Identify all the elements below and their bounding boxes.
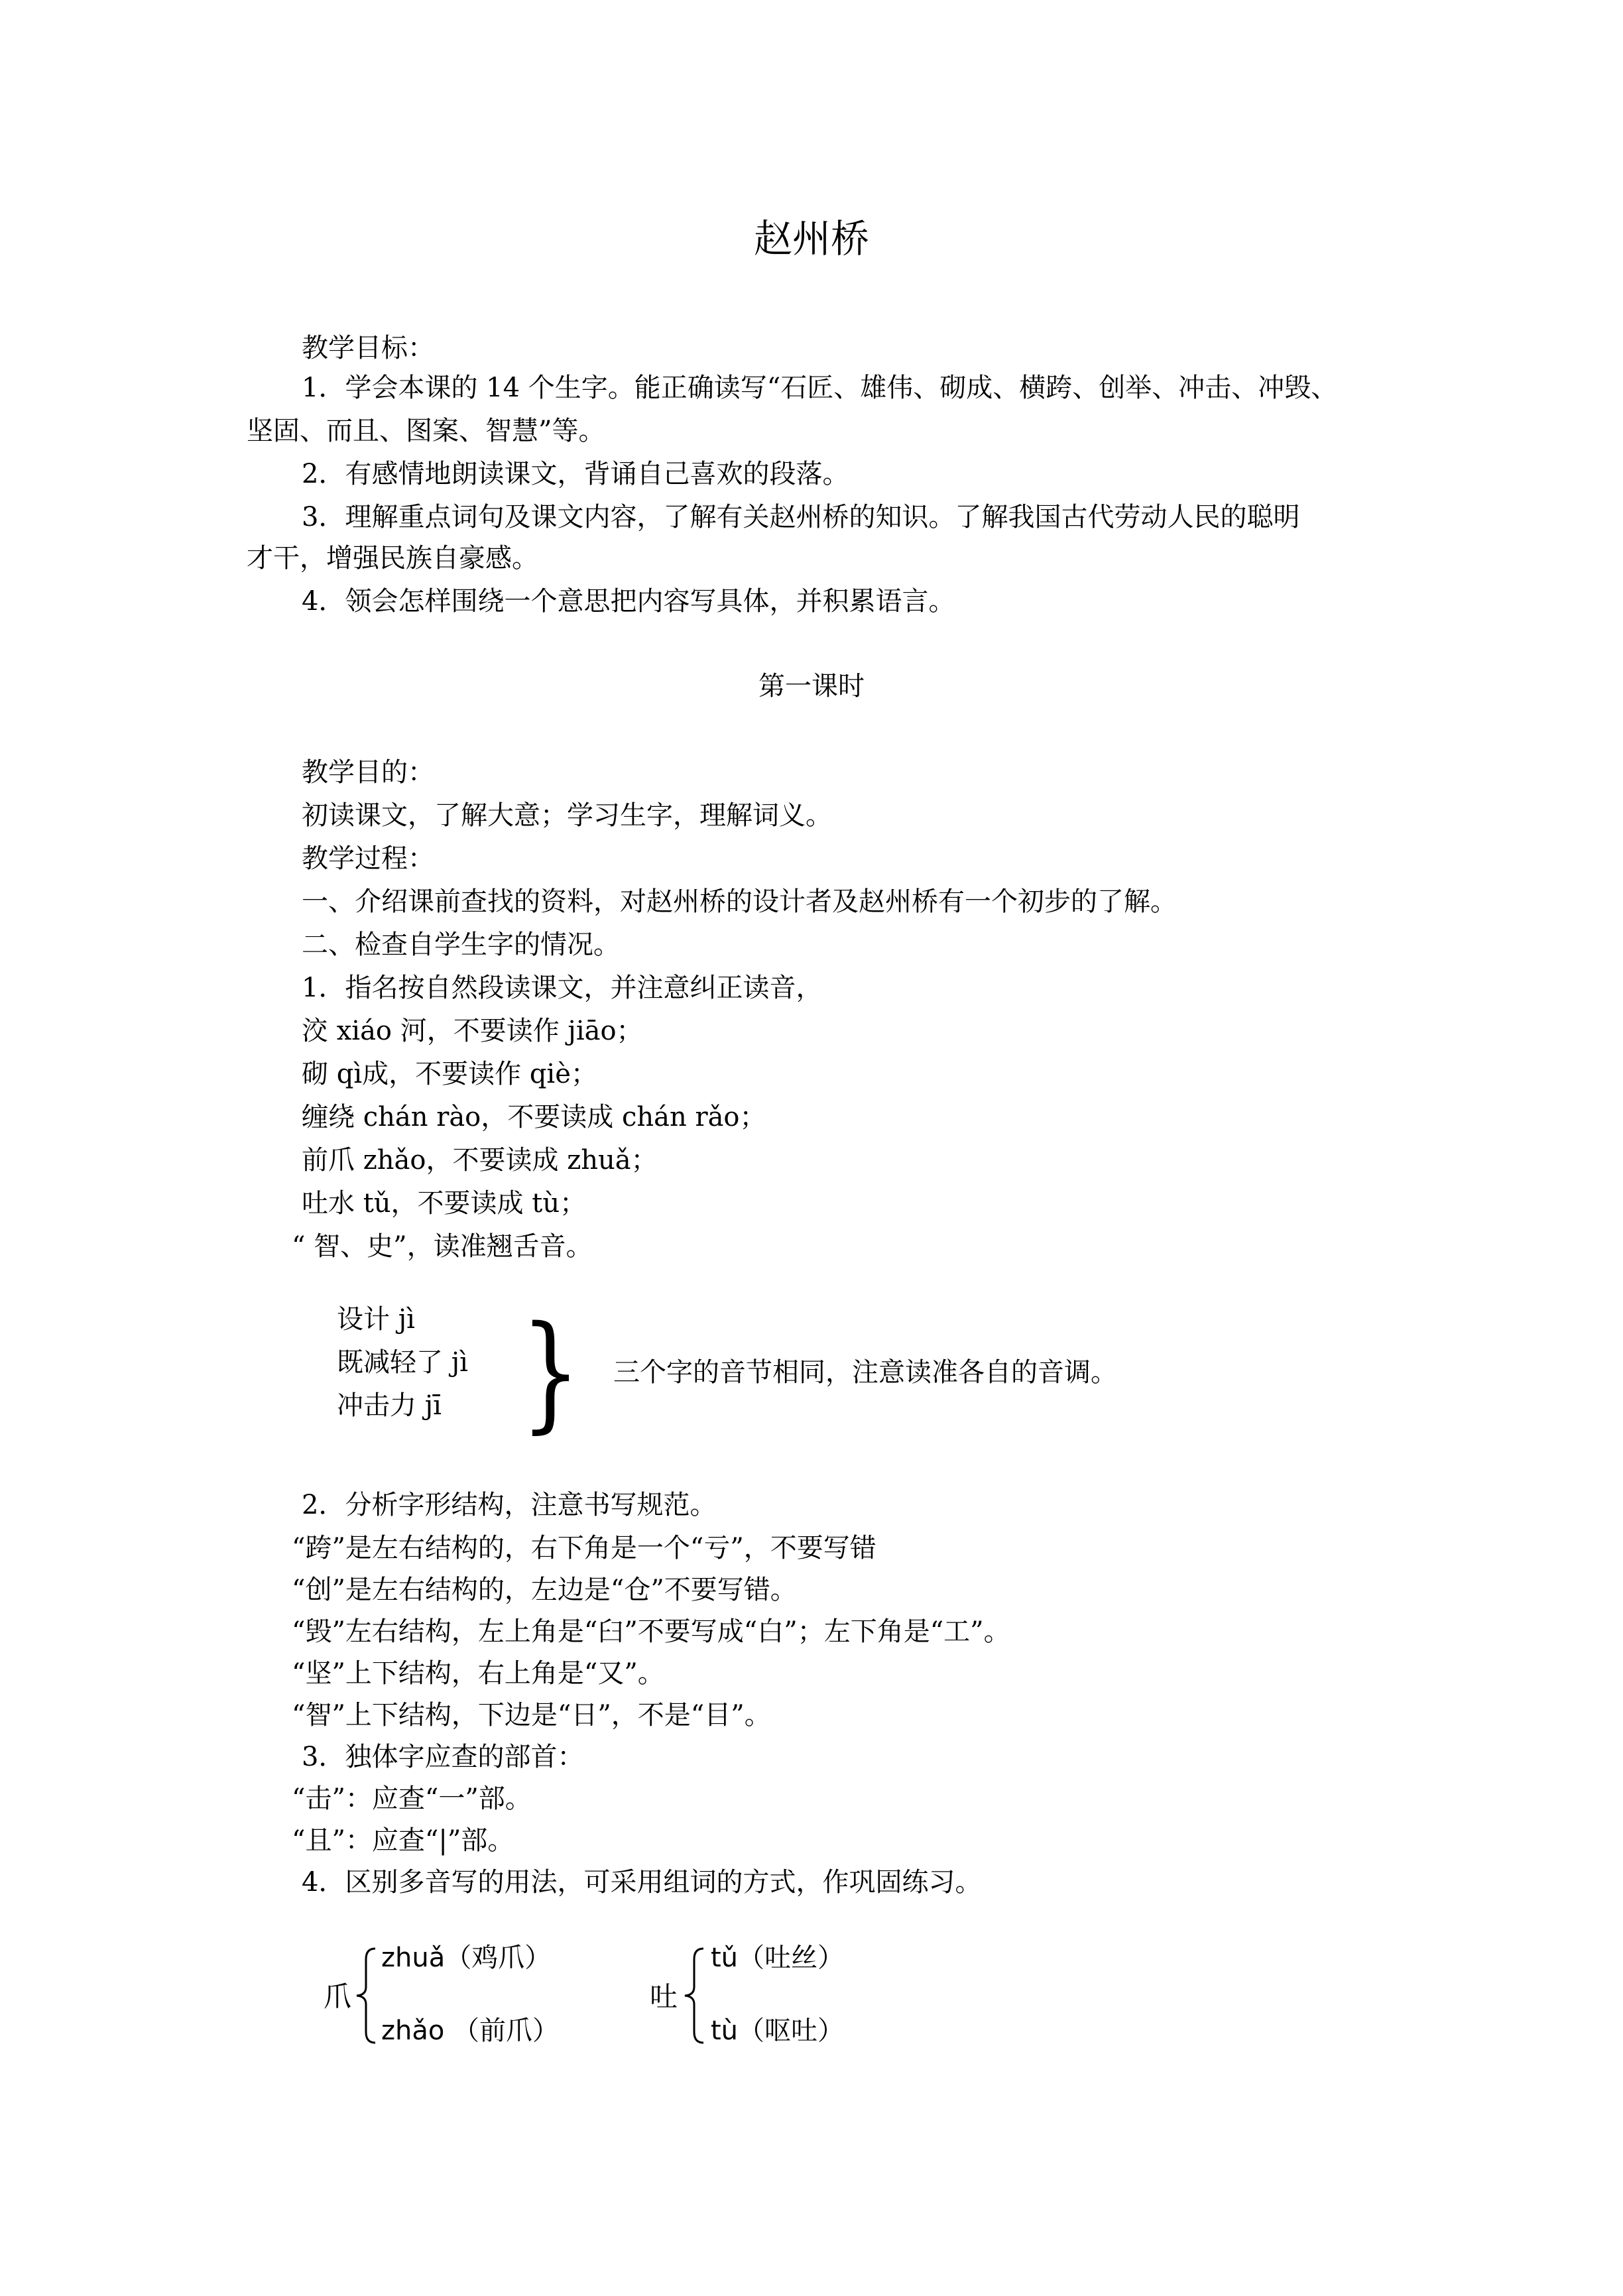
- ji-group-item: 设计 jì: [337, 1304, 415, 1335]
- process-heading: 教学过程：: [302, 843, 434, 874]
- polyphone-reading: tǔ（吐丝）: [711, 1943, 845, 1973]
- radical-note: “且”：应查“|”部。: [292, 1825, 514, 1856]
- shape-note: “创”是左右结构的，左边是“仓”不要写错。: [292, 1575, 797, 1605]
- polyphone-reading: tù（呕吐）: [711, 2016, 845, 2046]
- left-brace-icon: [680, 1946, 706, 2045]
- sub-item-1: 1．指名按自然段读课文，并注意纠正读音，: [302, 973, 823, 1003]
- lesson-subtitle: 第一课时: [758, 671, 865, 701]
- process-step-2: 二、检查自学生字的情况。: [302, 930, 620, 960]
- goal-item-3-line-2: 才干，增强民族自豪感。: [247, 543, 538, 574]
- shape-note: “智”上下结构，下边是“日”，不是“目”。: [292, 1700, 771, 1730]
- ji-group-item: 冲击力 jī: [337, 1390, 442, 1421]
- purpose-heading: 教学目的：: [302, 757, 434, 788]
- goal-item-4: 4．领会怎样围绕一个意思把内容写具体，并积累语言。: [302, 586, 955, 617]
- polyphone-char: 吐: [650, 1980, 678, 2013]
- polyphone-reading: zhuǎ（鸡爪）: [381, 1943, 552, 1973]
- pronunciation-line: 砌 qì成，不要读作 qiè；: [302, 1059, 597, 1089]
- goal-item-3-line-1: 3．理解重点词句及课文内容，了解有关赵州桥的知识。了解我国古代劳动人民的聪明: [302, 502, 1300, 532]
- page-title: 赵州桥: [753, 216, 869, 261]
- process-step-1: 一、介绍课前查找的资料，对赵州桥的设计者及赵州桥有一个初步的了解。: [302, 886, 1177, 917]
- shape-note: “坚”上下结构，右上角是“又”。: [292, 1658, 664, 1689]
- radical-note: “击”：应查“一”部。: [292, 1783, 532, 1814]
- pronunciation-line: 缠绕 chán rào，不要读成 chán rǎo；: [302, 1102, 766, 1132]
- right-brace-icon: }: [520, 1299, 581, 1445]
- purpose-text: 初读课文，了解大意；学习生字，理解词义。: [302, 800, 832, 831]
- shape-note: “跨”是左右结构的，右下角是一个“亏”，不要写错: [292, 1533, 876, 1563]
- shape-note: “毁”左右结构，左上角是“臼”不要写成“白”；左下角是“工”。: [292, 1616, 1010, 1647]
- ji-group-item: 既减轻了 jì: [337, 1347, 468, 1378]
- sub-item-4: 4．区别多音写的用法，可采用组词的方式，作巩固练习。: [302, 1867, 982, 1898]
- goal-item-2: 2．有感情地朗读课文，背诵自己喜欢的段落。: [302, 459, 849, 489]
- pronunciation-line: 前爪 zhǎo，不要读成 zhuǎ；: [302, 1145, 658, 1176]
- ji-group-note: 三个字的音节相同，注意读准各自的音调。: [613, 1357, 1117, 1388]
- polyphone-reading: zhǎo （前爪）: [381, 2016, 560, 2046]
- pronunciation-line: 吐水 tǔ，不要读成 tù；: [302, 1188, 587, 1219]
- sub-item-2: 2．分析字形结构，注意书写规范。: [302, 1490, 717, 1520]
- left-brace-icon: [351, 1946, 378, 2045]
- goals-heading: 教学目标：: [302, 333, 434, 363]
- goal-item-1-line-1: 1．学会本课的 14 个生字。能正确读写“石匠、雄伟、砌成、横跨、创举、冲击、冲毁、: [302, 373, 1338, 403]
- goal-item-1-line-2: 坚固、而且、图案、智慧”等。: [247, 416, 605, 446]
- pronunciation-line: “ 智、史”，读准翘舌音。: [292, 1231, 593, 1262]
- sub-item-3: 3．独体字应查的部首：: [302, 1742, 584, 1772]
- pronunciation-line: 洨 xiáo 河，不要读作 jiāo；: [302, 1016, 643, 1046]
- polyphone-char: 爪: [324, 1980, 352, 2013]
